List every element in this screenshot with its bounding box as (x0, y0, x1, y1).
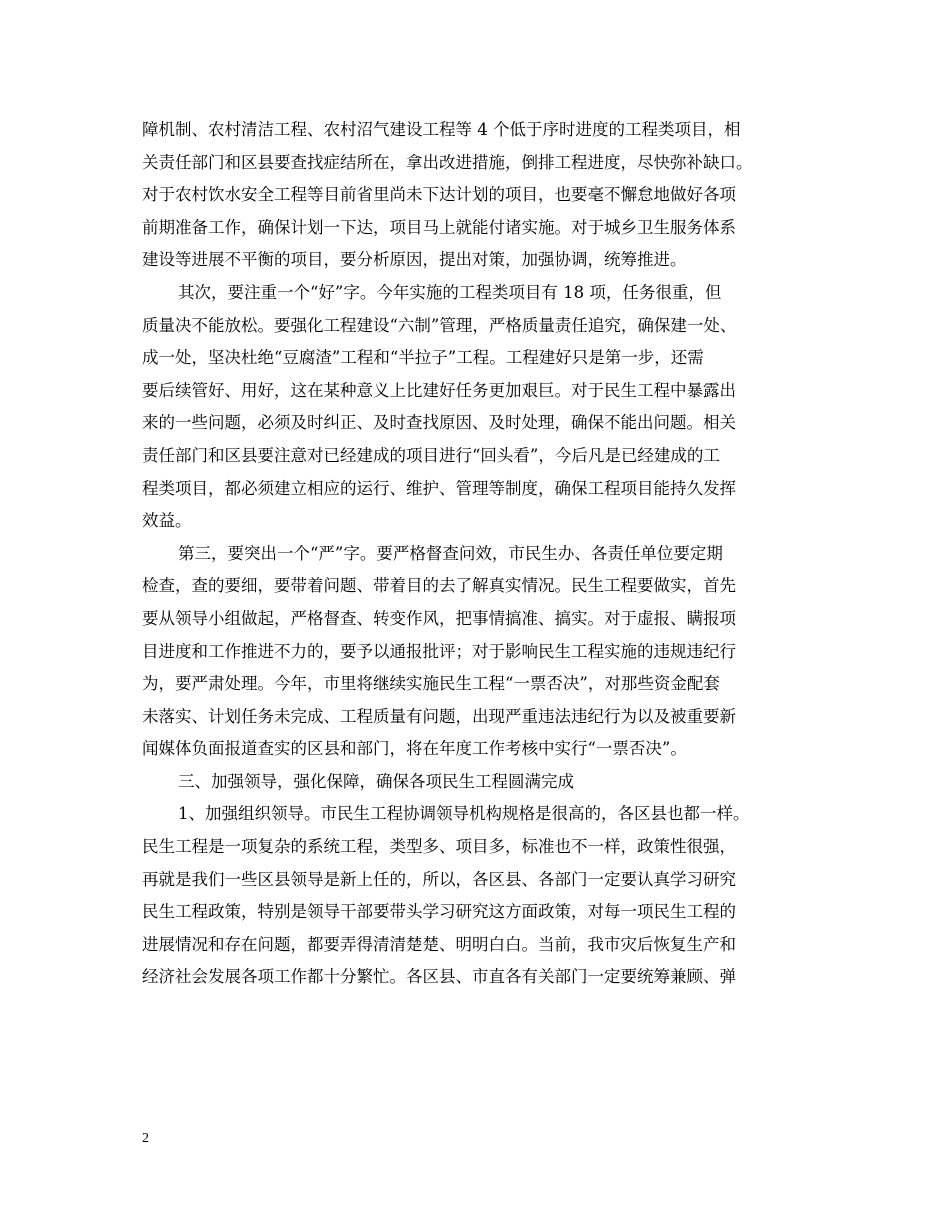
text-line: 前期准备工作，确保计划一下达，项目马上就能付诸实施。对于城乡卫生服务体系 (142, 217, 736, 237)
text-line: 要从领导小组做起，严格督查、转变作风，把事情搞准、搞实。对于虚报、瞒报项 (142, 608, 736, 628)
text-line: 程类项目，都必须建立相应的运行、维护、管理等制度，确保工程项目能持久发挥 (142, 478, 736, 498)
text-line: 民生工程是一项复杂的系统工程，类型多、项目多，标准也不一样，政策性很强， (142, 837, 736, 857)
text-line: 建设等进展不平衡的项目，要分析原因，提出对策，加强协调，统筹推进。 (142, 250, 687, 270)
text-line: 三、加强领导，强化保障，确保各项民生工程圆满完成 (178, 771, 574, 791)
text-line: 质量决不能放松。要强化工程建设“六制”管理，严格质量责任追究，确保建一处、 (142, 315, 737, 335)
page-number: 2 (142, 1131, 149, 1146)
text-line: 来的一些问题，必须及时纠正、及时查找原因、及时处理，确保不能出问题。相关 (142, 413, 736, 433)
text-line: 责任部门和区县要注意对已经建成的项目进行“回头看”，今后凡是已经建成的工 (142, 445, 720, 465)
text-line: 未落实、计划任务未完成、工程质量有问题，出现严重违法违纪行为以及被重要新 (142, 706, 736, 726)
text-line: 闻媒体负面报道查实的区县和部门，将在年度工作考核中实行“一票否决”。 (142, 739, 687, 759)
text-line: 进展情况和存在问题，都要弄得清清楚楚、明明白白。当前，我市灾后恢复生产和 (142, 934, 736, 954)
text-line: 1、加强组织领导。市民生工程协调领导机构规格是很高的，各区县也都一样。 (178, 804, 750, 824)
text-line: 第三，要突出一个“严”字。要严格督查问效，市民生办、各责任单位要定期 (178, 543, 723, 563)
text-line: 为，要严肃处理。今年，市里将继续实施民生工程“一票否决”，对那些资金配套 (142, 674, 720, 694)
text-line: 检查，查的要细，要带着问题、带着目的去了解真实情况。民生工程要做实，首先 (142, 576, 736, 596)
text-line: 成一处，坚决杜绝“豆腐渣”工程和“半拉子”工程。工程建好只是第一步，还需 (142, 348, 704, 368)
text-line: 民生工程政策，特别是领导干部要带头学习研究这方面政策，对每一项民生工程的 (142, 902, 736, 922)
text-line: 效益。 (142, 511, 192, 531)
text-line: 经济社会发展各项工作都十分繁忙。各区县、市直各有关部门一定要统筹兼顾、弹 (142, 967, 736, 987)
text-line: 目进度和工作推进不力的，要予以通报批评；对于影响民生工程实施的违规违纪行 (142, 641, 736, 661)
text-line: 要后续管好、用好，这在某种意义上比建好任务更加艰巨。对于民生工程中暴露出 (142, 380, 736, 400)
text-line: 再就是我们一些区县领导是新上任的，所以，各区县、各部门一定要认真学习研究 (142, 869, 736, 889)
document-body (142, 114, 812, 994)
text-line: 其次，要注重一个“好”字。今年实施的工程类项目有 18 项，任务很重，但 (178, 282, 722, 302)
text-line: 对于农村饮水安全工程等目前省里尚未下达计划的项目，也要毫不懈怠地做好各项 (142, 185, 736, 205)
text-line: 障机制、农村清洁工程、农村沼气建设工程等 4 个低于序时进度的工程类项目，相 (142, 120, 741, 139)
text-line: 关责任部门和区县要查找症结所在，拿出改进措施，倒排工程进度，尽快弥补缺口。 (142, 152, 753, 172)
